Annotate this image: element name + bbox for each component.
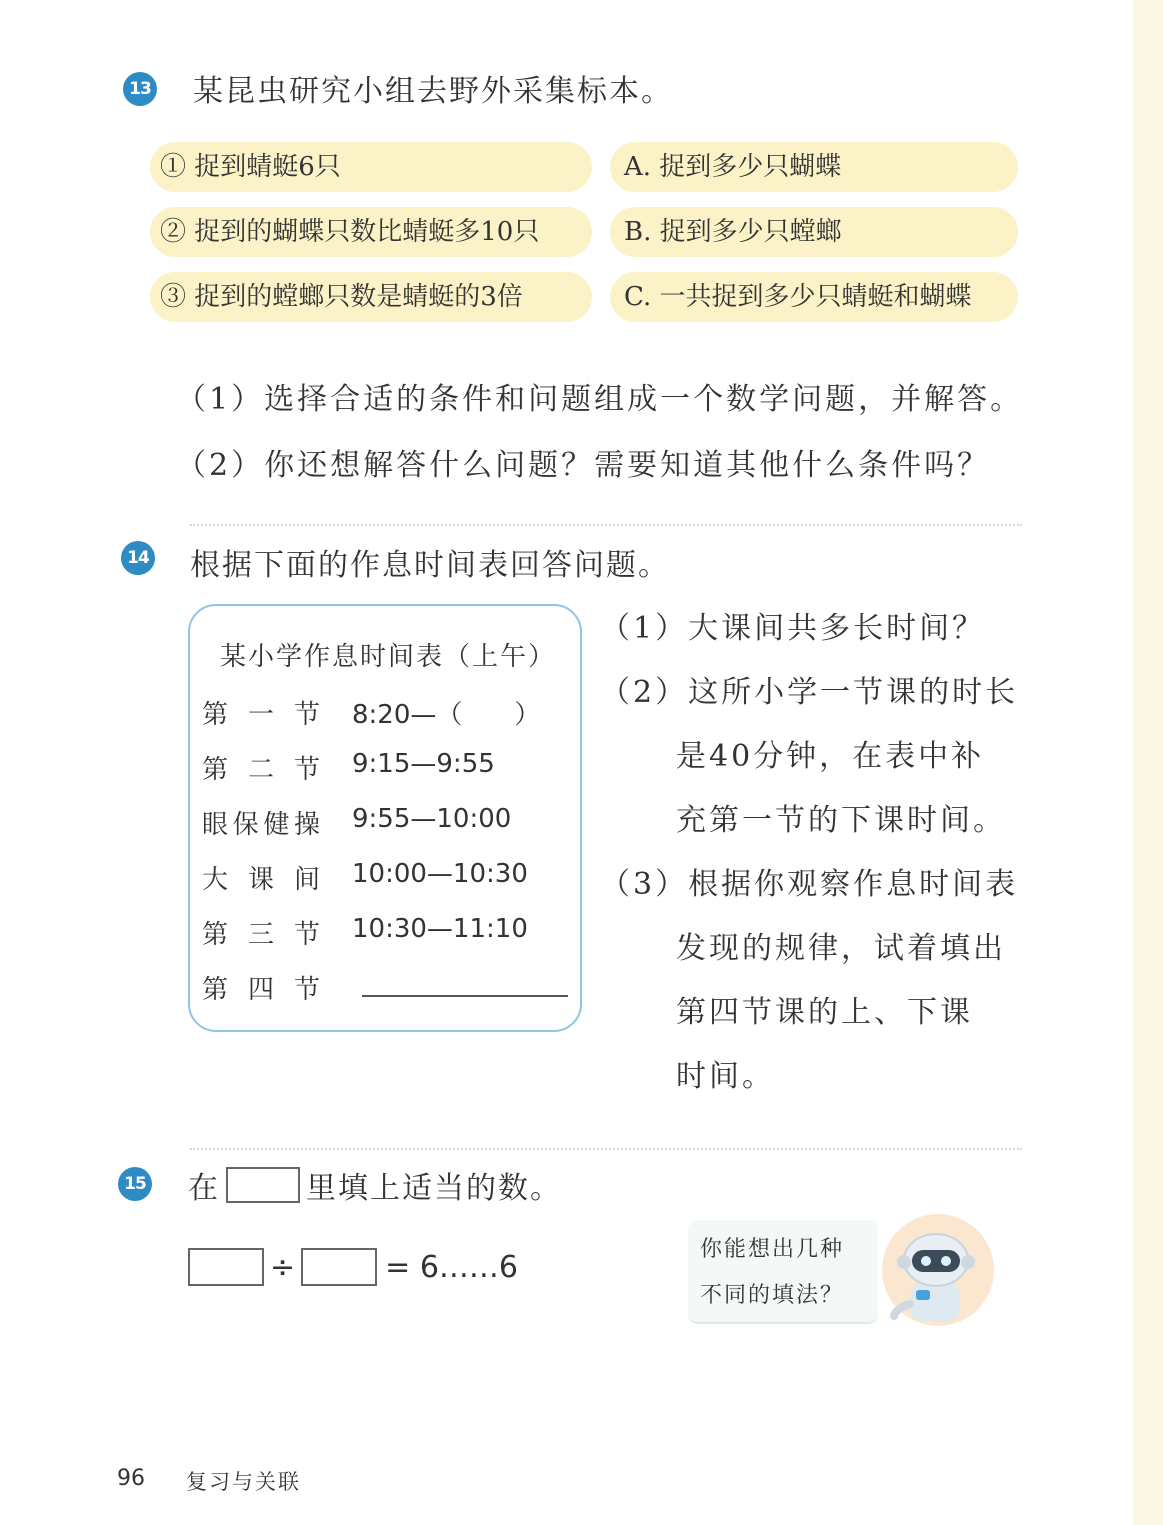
hint-line: 不同的填法？ — [700, 1283, 845, 1308]
question-b: B. 捉到多少只螳螂 — [610, 207, 1018, 257]
question-14-line: 发现的规律，试着填出 — [676, 931, 1006, 966]
question-14-title: 根据下面的作息时间表回答问题。 — [190, 548, 670, 583]
question-a: A. 捉到多少只蝴蝶 — [610, 142, 1018, 192]
row-time: 10:30—11:10 — [352, 914, 528, 944]
row-name: 第 二 节 — [202, 755, 320, 785]
divider — [190, 1148, 1022, 1150]
question-13-number: 13 — [123, 72, 157, 106]
equation-result: = 6……6 — [385, 1249, 518, 1285]
question-14-line: （3）根据你观察作息时间表 — [600, 867, 1019, 902]
robot-mascot-icon — [876, 1212, 998, 1332]
question-14-line: 时间。 — [676, 1059, 775, 1094]
row-time: 9:55—10:00 — [352, 804, 512, 834]
condition-3: ③ 捉到的螳螂只数是蜻蜓的3倍 — [150, 272, 592, 322]
divisor-box[interactable] — [301, 1248, 377, 1286]
question-14-line: （2）这所小学一节课的时长 — [600, 675, 1019, 710]
section-name: 复习与关联 — [186, 1470, 301, 1494]
question-15-number: 15 — [118, 1167, 152, 1201]
question-14-line: 第四节课的上、下课 — [676, 995, 973, 1030]
question-14-line: （1）大课间共多长时间？ — [600, 611, 986, 646]
row-time: 9:15—9:55 — [352, 749, 495, 779]
hint-bubble — [688, 1220, 878, 1324]
row-name: 大 课 间 — [202, 865, 320, 895]
row-time: 10:00—10:30 — [352, 859, 528, 889]
question-14-number: 14 — [121, 541, 155, 575]
row-name: 第 三 节 — [202, 920, 320, 950]
divide-sign: ÷ — [270, 1249, 296, 1285]
question-c: C. 一共捉到多少只蜻蜓和蝴蝶 — [610, 272, 1018, 322]
table-caption: 某小学作息时间表（上午） — [220, 642, 557, 672]
division-equation — [188, 1248, 518, 1286]
row-name: 第 四 节 — [202, 975, 320, 1005]
row-name: 眼 保 健 操 — [202, 810, 320, 840]
fill-in-line[interactable] — [362, 995, 568, 997]
divider — [190, 524, 1022, 526]
question-13-sub-1: （1）选择合适的条件和问题组成一个数学问题，并解答。 — [176, 382, 1024, 417]
condition-2: ② 捉到的蝴蝶只数比蜻蜓多10只 — [150, 207, 592, 257]
page-number: 96 — [117, 1466, 145, 1491]
question-13-sub-2: （2）你还想解答什么问题？需要知道其他什么条件吗？ — [176, 448, 991, 483]
title-post: 里填上适当的数。 — [306, 1171, 562, 1206]
condition-1: ① 捉到蜻蜓6只 — [150, 142, 592, 192]
question-14-line: 充第一节的下课时间。 — [676, 803, 1006, 838]
question-15-title — [188, 1163, 562, 1207]
question-13-title: 某昆虫研究小组去野外采集标本。 — [193, 74, 673, 109]
example-box — [226, 1167, 300, 1203]
row-name: 第 一 节 — [202, 700, 320, 730]
dividend-box[interactable] — [188, 1248, 264, 1286]
hint-line: 你能想出几种 — [700, 1237, 845, 1262]
title-pre: 在 — [188, 1171, 220, 1206]
question-14-line: 是40分钟，在表中补 — [676, 739, 985, 774]
schedule-table — [188, 604, 582, 1032]
page-edge — [1133, 0, 1163, 1525]
row-time: 8:20—（ ） — [352, 700, 541, 730]
